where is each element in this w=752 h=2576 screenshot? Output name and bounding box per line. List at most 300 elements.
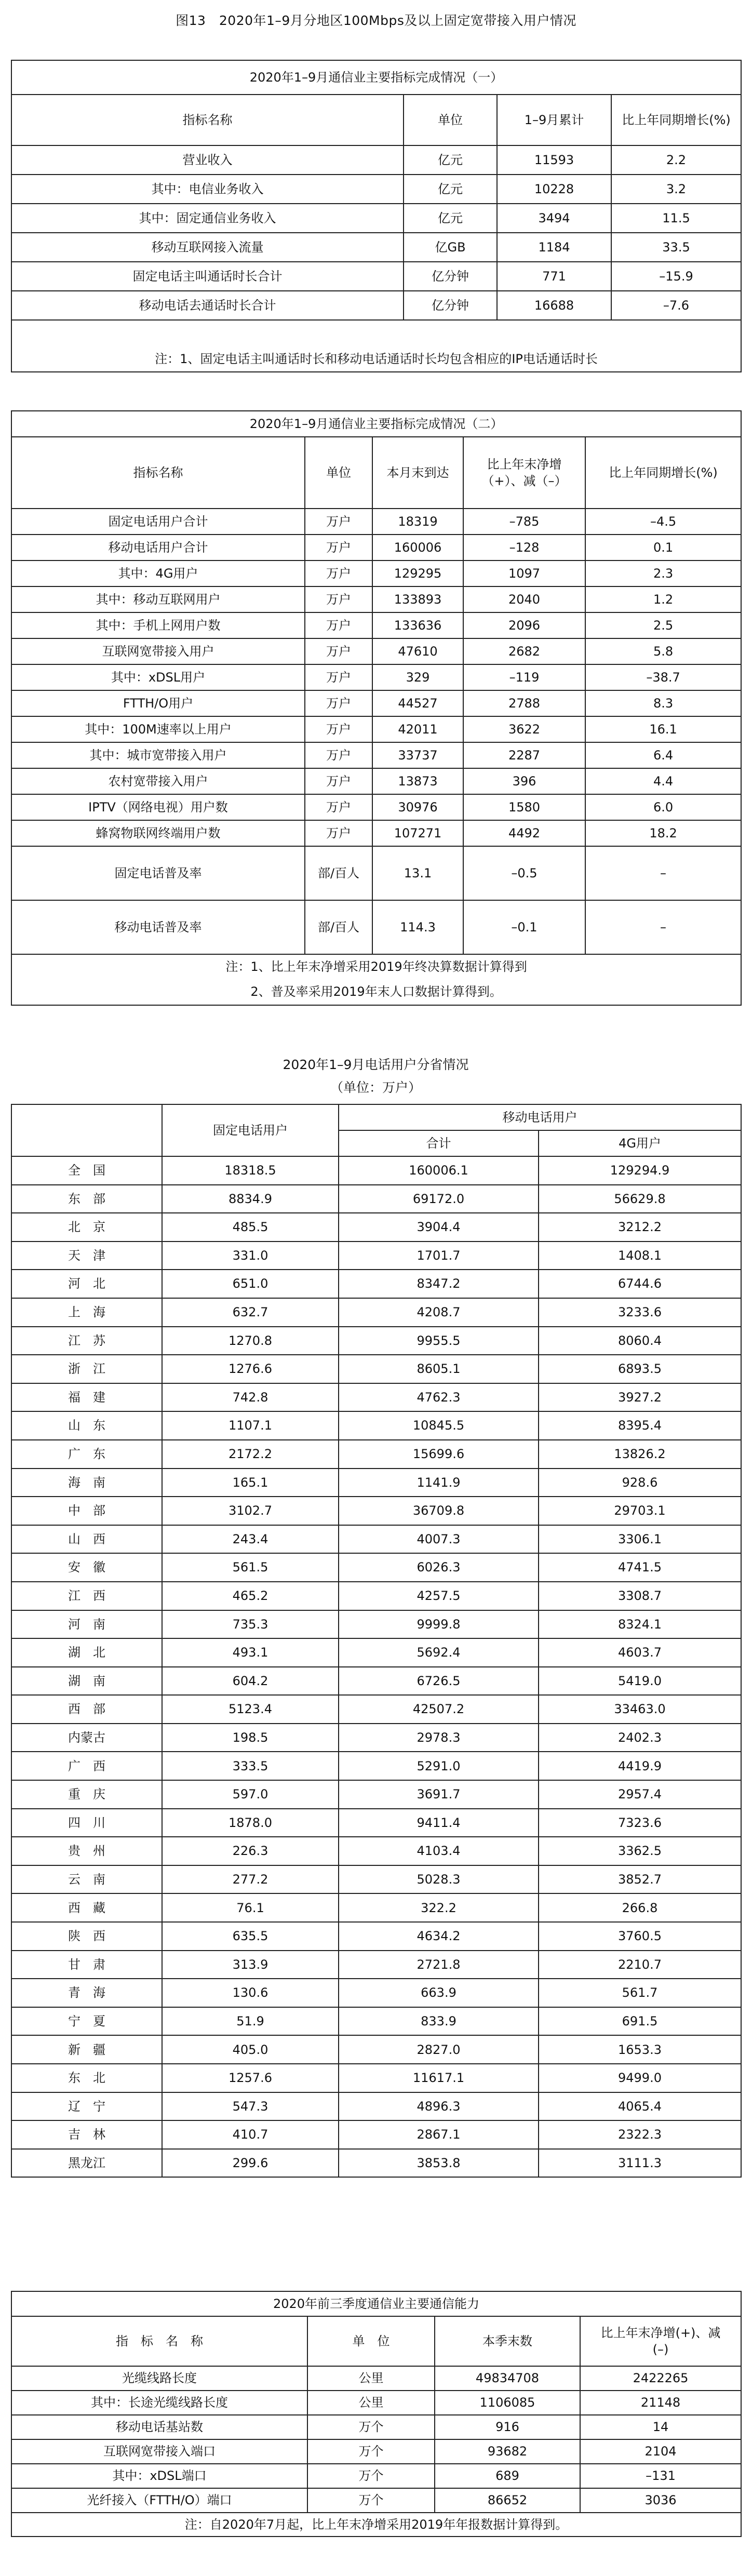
value-cell: 93682 bbox=[435, 2439, 580, 2464]
mobile-4g-cell: 2957.4 bbox=[539, 1780, 741, 1809]
fixed-users-cell: 51.9 bbox=[162, 2007, 339, 2036]
region-name: 湖 南 bbox=[11, 1667, 162, 1696]
indicator-name: 其中：手机上网用户数 bbox=[11, 612, 305, 638]
unit-cell: 亿分钟 bbox=[404, 291, 497, 320]
table-row bbox=[11, 2488, 741, 2513]
mobile-total-cell: 663.9 bbox=[339, 1979, 539, 2007]
fixed-users-cell: 597.0 bbox=[162, 1780, 339, 1809]
table-row bbox=[11, 2415, 741, 2439]
indicator-name: 其中：移动互联网用户 bbox=[11, 586, 305, 612]
growth-cell: 2.5 bbox=[585, 612, 741, 638]
fixed-users-cell: 635.5 bbox=[162, 1922, 339, 1951]
table-row bbox=[11, 2035, 741, 2064]
indicator-name: 其中：电信业务收入 bbox=[11, 175, 404, 204]
mobile-total-cell: 5028.3 bbox=[339, 1865, 539, 1894]
mobile-4g-cell: 9499.0 bbox=[539, 2064, 741, 2092]
mobile-4g-cell: 33463.0 bbox=[539, 1695, 741, 1724]
fixed-users-cell: 130.6 bbox=[162, 1979, 339, 2007]
table-row bbox=[11, 638, 741, 664]
growth-cell: 6.4 bbox=[585, 742, 741, 768]
table2-title: 2020年1–9月通信业主要指标完成情况（二） bbox=[11, 411, 741, 437]
net-change-cell: 2788 bbox=[463, 690, 585, 716]
value-cell: 129295 bbox=[372, 560, 463, 586]
unit-cell: 万户 bbox=[305, 509, 372, 535]
unit-cell: 亿元 bbox=[404, 145, 497, 175]
table-row bbox=[11, 1724, 741, 1752]
table-row bbox=[11, 2149, 741, 2178]
unit-cell: 万户 bbox=[305, 612, 372, 638]
mobile-total-cell: 9411.4 bbox=[339, 1809, 539, 1837]
fixed-users-cell: 2172.2 bbox=[162, 1440, 339, 1469]
table4-header-unit: 单 位 bbox=[307, 2316, 435, 2366]
mobile-4g-cell: 4419.9 bbox=[539, 1752, 741, 1780]
fixed-users-cell: 632.7 bbox=[162, 1298, 339, 1327]
value-cell: 689 bbox=[435, 2464, 580, 2488]
region-name: 西 部 bbox=[11, 1695, 162, 1724]
growth-cell: 4.4 bbox=[585, 768, 741, 794]
unit-cell: 万个 bbox=[307, 2464, 435, 2488]
fixed-users-cell: 1270.8 bbox=[162, 1327, 339, 1355]
mobile-4g-cell: 5419.0 bbox=[539, 1667, 741, 1696]
indicator-name: 其中：4G用户 bbox=[11, 560, 305, 586]
mobile-total-cell: 8347.2 bbox=[339, 1270, 539, 1298]
mobile-4g-cell: 6744.6 bbox=[539, 1270, 741, 1298]
unit-cell: 万户 bbox=[305, 535, 372, 560]
table-row bbox=[11, 2007, 741, 2036]
region-name: 云 南 bbox=[11, 1865, 162, 1894]
unit-cell: 部/百人 bbox=[305, 846, 372, 900]
fixed-users-cell: 299.6 bbox=[162, 2149, 339, 2178]
table2-header-growth: 比上年同期增长(%) bbox=[585, 437, 741, 509]
mobile-total-cell: 1701.7 bbox=[339, 1242, 539, 1270]
mobile-4g-cell: 928.6 bbox=[539, 1469, 741, 1497]
value-cell: 49834708 bbox=[435, 2366, 580, 2391]
table4-header-net-change: 比上年末净增(+)、减(–) bbox=[580, 2316, 741, 2366]
value-cell: 30976 bbox=[372, 794, 463, 820]
mobile-4g-cell: 3233.6 bbox=[539, 1298, 741, 1327]
table1-title: 2020年1–9月通信业主要指标完成情况（一） bbox=[11, 60, 741, 95]
table-row bbox=[11, 2464, 741, 2488]
fixed-users-cell: 1257.6 bbox=[162, 2064, 339, 2092]
table-row bbox=[11, 2391, 741, 2415]
table-row bbox=[11, 768, 741, 794]
capacity-table bbox=[11, 2291, 742, 2537]
region-name: 江 苏 bbox=[11, 1327, 162, 1355]
fixed-users-cell: 198.5 bbox=[162, 1724, 339, 1752]
table-row bbox=[11, 794, 741, 820]
mobile-total-cell: 36709.8 bbox=[339, 1497, 539, 1525]
table-row bbox=[11, 1242, 741, 1270]
indicator-name: 固定电话用户合计 bbox=[11, 509, 305, 535]
fixed-users-cell: 5123.4 bbox=[162, 1695, 339, 1724]
table-row bbox=[11, 1270, 741, 1298]
growth-cell: 5.8 bbox=[585, 638, 741, 664]
table-row bbox=[11, 716, 741, 742]
mobile-total-cell: 15699.6 bbox=[339, 1440, 539, 1469]
region-name: 江 西 bbox=[11, 1582, 162, 1610]
region-name: 宁 夏 bbox=[11, 2007, 162, 2036]
unit-cell: 万户 bbox=[305, 690, 372, 716]
mobile-total-cell: 4762.3 bbox=[339, 1383, 539, 1412]
mobile-4g-cell: 2402.3 bbox=[539, 1724, 741, 1752]
table-row bbox=[11, 1752, 741, 1780]
mobile-total-cell: 6726.5 bbox=[339, 1667, 539, 1696]
table-row bbox=[11, 1979, 741, 2007]
table-row bbox=[11, 2092, 741, 2121]
mobile-4g-cell: 2322.3 bbox=[539, 2120, 741, 2149]
table-row bbox=[11, 1837, 741, 1865]
growth-cell: – bbox=[585, 846, 741, 900]
mobile-total-cell: 5692.4 bbox=[339, 1638, 539, 1667]
net-change-cell: –128 bbox=[463, 535, 585, 560]
region-name: 广 东 bbox=[11, 1440, 162, 1469]
region-name: 全 国 bbox=[11, 1156, 162, 1185]
unit-cell: 万户 bbox=[305, 794, 372, 820]
value-cell: 44527 bbox=[372, 690, 463, 716]
growth-cell: 11.5 bbox=[611, 204, 741, 233]
value-cell: 329 bbox=[372, 664, 463, 690]
table1-header-cumulative: 1–9月累计 bbox=[497, 95, 611, 145]
figure-caption: 图13 2020年1–9月分地区100Mbps及以上固定宽带接入用户情况 bbox=[176, 13, 576, 28]
mobile-total-cell: 2827.0 bbox=[339, 2035, 539, 2064]
region-name: 东 部 bbox=[11, 1185, 162, 1213]
region-name: 湖 北 bbox=[11, 1638, 162, 1667]
growth-cell: –15.9 bbox=[611, 262, 741, 291]
value-cell: 33737 bbox=[372, 742, 463, 768]
fixed-users-cell: 651.0 bbox=[162, 1270, 339, 1298]
net-change-cell: 4492 bbox=[463, 820, 585, 846]
region-name: 内蒙古 bbox=[11, 1724, 162, 1752]
growth-cell: –7.6 bbox=[611, 291, 741, 320]
indicator-name: 其中：xDSL端口 bbox=[11, 2464, 307, 2488]
growth-cell: 0.1 bbox=[585, 535, 741, 560]
value-cell: 16688 bbox=[497, 291, 611, 320]
indicator-name: 移动电话基站数 bbox=[11, 2415, 307, 2439]
net-change-cell: –0.5 bbox=[463, 846, 585, 900]
mobile-4g-cell: 56629.8 bbox=[539, 1185, 741, 1213]
fixed-users-cell: 547.3 bbox=[162, 2092, 339, 2121]
fixed-users-cell: 742.8 bbox=[162, 1383, 339, 1412]
table-row bbox=[11, 846, 741, 900]
indicator-name: 互联网宽带接入用户 bbox=[11, 638, 305, 664]
unit-cell: 万户 bbox=[305, 742, 372, 768]
net-change-cell: –0.1 bbox=[463, 900, 585, 954]
table-row bbox=[11, 1780, 741, 1809]
region-name: 福 建 bbox=[11, 1383, 162, 1412]
indicator-table-1 bbox=[11, 60, 742, 372]
indicator-name: IPTV（网络电视）用户数 bbox=[11, 794, 305, 820]
mobile-4g-cell: 7323.6 bbox=[539, 1809, 741, 1837]
growth-cell: 1.2 bbox=[585, 586, 741, 612]
fixed-users-cell: 465.2 bbox=[162, 1582, 339, 1610]
value-cell: 160006 bbox=[372, 535, 463, 560]
table-row bbox=[11, 1865, 741, 1894]
mobile-total-cell: 8605.1 bbox=[339, 1355, 539, 1383]
value-cell: 1184 bbox=[497, 233, 611, 262]
table1-note: 注：1、固定电话主叫通话时长和移动电话通话时长均包含相应的IP电话通话时长 bbox=[11, 347, 741, 372]
table-row bbox=[11, 262, 741, 291]
indicator-name: 其中：100M速率以上用户 bbox=[11, 716, 305, 742]
value-cell: 47610 bbox=[372, 638, 463, 664]
net-change-cell: –785 bbox=[463, 509, 585, 535]
table-row bbox=[11, 1582, 741, 1610]
table-row bbox=[11, 1525, 741, 1554]
indicator-name: 移动电话用户合计 bbox=[11, 535, 305, 560]
region-name: 广 西 bbox=[11, 1752, 162, 1780]
region-name: 四 川 bbox=[11, 1809, 162, 1837]
net-change-cell: 396 bbox=[463, 768, 585, 794]
table-row bbox=[11, 175, 741, 204]
growth-cell: 2.3 bbox=[585, 560, 741, 586]
table-row bbox=[11, 2439, 741, 2464]
value-cell: 11593 bbox=[497, 145, 611, 175]
table-row bbox=[11, 586, 741, 612]
indicator-name: 农村宽带接入用户 bbox=[11, 768, 305, 794]
region-name: 新 疆 bbox=[11, 2035, 162, 2064]
unit-cell: 万户 bbox=[305, 820, 372, 846]
net-change-cell: 2682 bbox=[463, 638, 585, 664]
mobile-4g-cell: 4741.5 bbox=[539, 1553, 741, 1582]
region-name: 河 南 bbox=[11, 1610, 162, 1639]
value-cell: 13873 bbox=[372, 768, 463, 794]
value-cell: 114.3 bbox=[372, 900, 463, 954]
province-phone-users-table bbox=[11, 1104, 742, 2178]
growth-cell: –38.7 bbox=[585, 664, 741, 690]
region-name: 黑龙江 bbox=[11, 2149, 162, 2178]
table-row bbox=[11, 2120, 741, 2149]
value-cell: 18319 bbox=[372, 509, 463, 535]
table-row bbox=[11, 291, 741, 320]
mobile-4g-cell: 4603.7 bbox=[539, 1638, 741, 1667]
value-cell: 1106085 bbox=[435, 2391, 580, 2415]
table-row bbox=[11, 742, 741, 768]
region-name: 海 南 bbox=[11, 1469, 162, 1497]
fixed-users-cell: 277.2 bbox=[162, 1865, 339, 1894]
table-row bbox=[11, 1355, 741, 1383]
value-cell: 133636 bbox=[372, 612, 463, 638]
net-change-cell: 2422265 bbox=[580, 2366, 741, 2391]
region-name: 中 部 bbox=[11, 1497, 162, 1525]
value-cell: 107271 bbox=[372, 820, 463, 846]
growth-cell: 33.5 bbox=[611, 233, 741, 262]
mobile-total-cell: 42507.2 bbox=[339, 1695, 539, 1724]
mobile-total-cell: 3904.4 bbox=[339, 1213, 539, 1242]
indicator-name: 光缆线路长度 bbox=[11, 2366, 307, 2391]
table-row bbox=[11, 509, 741, 535]
table-row bbox=[11, 1497, 741, 1525]
mobile-total-cell: 6026.3 bbox=[339, 1553, 539, 1582]
table1-header-unit: 单位 bbox=[404, 95, 497, 145]
net-change-cell: 1580 bbox=[463, 794, 585, 820]
indicator-name: 其中：城市宽带接入用户 bbox=[11, 742, 305, 768]
table-row bbox=[11, 1383, 741, 1412]
value-cell: 13.1 bbox=[372, 846, 463, 900]
mobile-total-cell: 833.9 bbox=[339, 2007, 539, 2036]
region-name: 安 徽 bbox=[11, 1553, 162, 1582]
mobile-4g-cell: 3927.2 bbox=[539, 1383, 741, 1412]
unit-cell: 亿元 bbox=[404, 204, 497, 233]
mobile-total-cell: 4103.4 bbox=[339, 1837, 539, 1865]
growth-cell: –4.5 bbox=[585, 509, 741, 535]
region-name: 甘 肃 bbox=[11, 1951, 162, 1979]
fixed-users-cell: 243.4 bbox=[162, 1525, 339, 1554]
mobile-total-cell: 4007.3 bbox=[339, 1525, 539, 1554]
mobile-4g-cell: 3212.2 bbox=[539, 1213, 741, 1242]
mobile-total-cell: 5291.0 bbox=[339, 1752, 539, 1780]
table-row bbox=[11, 820, 741, 846]
mobile-4g-cell: 8060.4 bbox=[539, 1327, 741, 1355]
net-change-cell: –131 bbox=[580, 2464, 741, 2488]
table-row bbox=[11, 145, 741, 175]
table-row bbox=[11, 664, 741, 690]
indicator-name: FTTH/O用户 bbox=[11, 690, 305, 716]
net-change-cell: 3622 bbox=[463, 716, 585, 742]
region-name: 陕 西 bbox=[11, 1922, 162, 1951]
mobile-4g-cell: 691.5 bbox=[539, 2007, 741, 2036]
growth-cell: 18.2 bbox=[585, 820, 741, 846]
table-row bbox=[11, 1893, 741, 1922]
unit-cell: 亿分钟 bbox=[404, 262, 497, 291]
table1-header-name: 指标名称 bbox=[11, 95, 404, 145]
fixed-users-cell: 331.0 bbox=[162, 1242, 339, 1270]
table-row bbox=[11, 1638, 741, 1667]
table-row bbox=[11, 1951, 741, 1979]
mobile-4g-cell: 8395.4 bbox=[539, 1411, 741, 1440]
mobile-4g-cell: 266.8 bbox=[539, 1893, 741, 1922]
indicator-name: 移动互联网接入流量 bbox=[11, 233, 404, 262]
net-change-cell: 2096 bbox=[463, 612, 585, 638]
indicator-name: 移动电话普及率 bbox=[11, 900, 305, 954]
growth-cell: – bbox=[585, 900, 741, 954]
table-row bbox=[11, 204, 741, 233]
table3-header-total: 合计 bbox=[339, 1130, 539, 1156]
table4-header-quarter-end: 本季末数 bbox=[435, 2316, 580, 2366]
fixed-users-cell: 76.1 bbox=[162, 1893, 339, 1922]
table3-title: 2020年1–9月电话用户分省情况 bbox=[283, 1057, 469, 1072]
table-row bbox=[11, 690, 741, 716]
mobile-total-cell: 10845.5 bbox=[339, 1411, 539, 1440]
value-cell: 771 bbox=[497, 262, 611, 291]
mobile-total-cell: 2721.8 bbox=[339, 1951, 539, 1979]
mobile-4g-cell: 3111.3 bbox=[539, 2149, 741, 2178]
mobile-4g-cell: 3852.7 bbox=[539, 1865, 741, 1894]
net-change-cell: 2104 bbox=[580, 2439, 741, 2464]
table4-header-name: 指 标 名 称 bbox=[11, 2316, 307, 2366]
mobile-total-cell: 3691.7 bbox=[339, 1780, 539, 1809]
net-change-cell: 21148 bbox=[580, 2391, 741, 2415]
fixed-users-cell: 1878.0 bbox=[162, 1809, 339, 1837]
unit-cell: 公里 bbox=[307, 2366, 435, 2391]
fixed-users-cell: 1276.6 bbox=[162, 1355, 339, 1383]
table-row bbox=[11, 1469, 741, 1497]
mobile-total-cell: 2978.3 bbox=[339, 1724, 539, 1752]
fixed-users-cell: 226.3 bbox=[162, 1837, 339, 1865]
fixed-users-cell: 165.1 bbox=[162, 1469, 339, 1497]
mobile-4g-cell: 6893.5 bbox=[539, 1355, 741, 1383]
value-cell: 916 bbox=[435, 2415, 580, 2439]
unit-cell: 万个 bbox=[307, 2439, 435, 2464]
fixed-users-cell: 561.5 bbox=[162, 1553, 339, 1582]
mobile-total-cell: 4634.2 bbox=[339, 1922, 539, 1951]
table2-header-unit: 单位 bbox=[305, 437, 372, 509]
table-row bbox=[11, 560, 741, 586]
mobile-4g-cell: 1408.1 bbox=[539, 1242, 741, 1270]
table3-unit: （单位：万户） bbox=[330, 1080, 421, 1095]
region-name: 河 北 bbox=[11, 1270, 162, 1298]
region-name: 山 西 bbox=[11, 1525, 162, 1554]
table-row bbox=[11, 1809, 741, 1837]
table3-header-region bbox=[11, 1104, 162, 1156]
growth-cell: 16.1 bbox=[585, 716, 741, 742]
fixed-users-cell: 410.7 bbox=[162, 2120, 339, 2149]
mobile-total-cell: 11617.1 bbox=[339, 2064, 539, 2092]
table-row bbox=[11, 1667, 741, 1696]
indicator-name: 光纤接入（FTTH/O）端口 bbox=[11, 2488, 307, 2513]
mobile-total-cell: 69172.0 bbox=[339, 1185, 539, 1213]
table-row bbox=[11, 1327, 741, 1355]
table-row bbox=[11, 535, 741, 560]
net-change-cell: 1097 bbox=[463, 560, 585, 586]
growth-cell: 8.3 bbox=[585, 690, 741, 716]
unit-cell: 亿元 bbox=[404, 175, 497, 204]
mobile-4g-cell: 8324.1 bbox=[539, 1610, 741, 1639]
value-cell: 86652 bbox=[435, 2488, 580, 2513]
mobile-total-cell: 3853.8 bbox=[339, 2149, 539, 2178]
table2-note-1: 注：1、比上年末净增采用2019年终决算数据计算得到 bbox=[11, 954, 741, 979]
net-change-cell: –119 bbox=[463, 664, 585, 690]
mobile-4g-cell: 3362.5 bbox=[539, 1837, 741, 1865]
region-name: 北 京 bbox=[11, 1213, 162, 1242]
unit-cell: 公里 bbox=[307, 2391, 435, 2415]
growth-cell: 2.2 bbox=[611, 145, 741, 175]
mobile-total-cell: 322.2 bbox=[339, 1893, 539, 1922]
table-row bbox=[11, 1922, 741, 1951]
mobile-4g-cell: 3308.7 bbox=[539, 1582, 741, 1610]
indicator-name: 蜂窝物联网终端用户数 bbox=[11, 820, 305, 846]
fixed-users-cell: 333.5 bbox=[162, 1752, 339, 1780]
fixed-users-cell: 18318.5 bbox=[162, 1156, 339, 1185]
table2-header-name: 指标名称 bbox=[11, 437, 305, 509]
fixed-users-cell: 313.9 bbox=[162, 1951, 339, 1979]
mobile-4g-cell: 3306.1 bbox=[539, 1525, 741, 1554]
unit-cell: 万户 bbox=[305, 716, 372, 742]
table-row bbox=[11, 1440, 741, 1469]
region-name: 青 海 bbox=[11, 1979, 162, 2007]
region-name: 辽 宁 bbox=[11, 2092, 162, 2121]
table-row bbox=[11, 1695, 741, 1724]
table3-header-mobile: 移动电话用户 bbox=[339, 1104, 741, 1130]
table3-header-4g: 4G用户 bbox=[539, 1130, 741, 1156]
mobile-total-cell: 4896.3 bbox=[339, 2092, 539, 2121]
fixed-users-cell: 8834.9 bbox=[162, 1185, 339, 1213]
table2-header-month-end: 本月末到达 bbox=[372, 437, 463, 509]
mobile-4g-cell: 2210.7 bbox=[539, 1951, 741, 1979]
table-row bbox=[11, 2366, 741, 2391]
growth-cell: 6.0 bbox=[585, 794, 741, 820]
table-row bbox=[11, 1553, 741, 1582]
fixed-users-cell: 485.5 bbox=[162, 1213, 339, 1242]
indicator-name: 互联网宽带接入端口 bbox=[11, 2439, 307, 2464]
fixed-users-cell: 604.2 bbox=[162, 1667, 339, 1696]
table2-note-2: 2、普及率采用2019年末人口数据计算得到。 bbox=[11, 979, 741, 1005]
table-row bbox=[11, 233, 741, 262]
indicator-table-2 bbox=[11, 410, 742, 1006]
region-name: 西 藏 bbox=[11, 1893, 162, 1922]
net-change-cell: 2040 bbox=[463, 586, 585, 612]
value-cell: 10228 bbox=[497, 175, 611, 204]
fixed-users-cell: 405.0 bbox=[162, 2035, 339, 2064]
fixed-users-cell: 735.3 bbox=[162, 1610, 339, 1639]
